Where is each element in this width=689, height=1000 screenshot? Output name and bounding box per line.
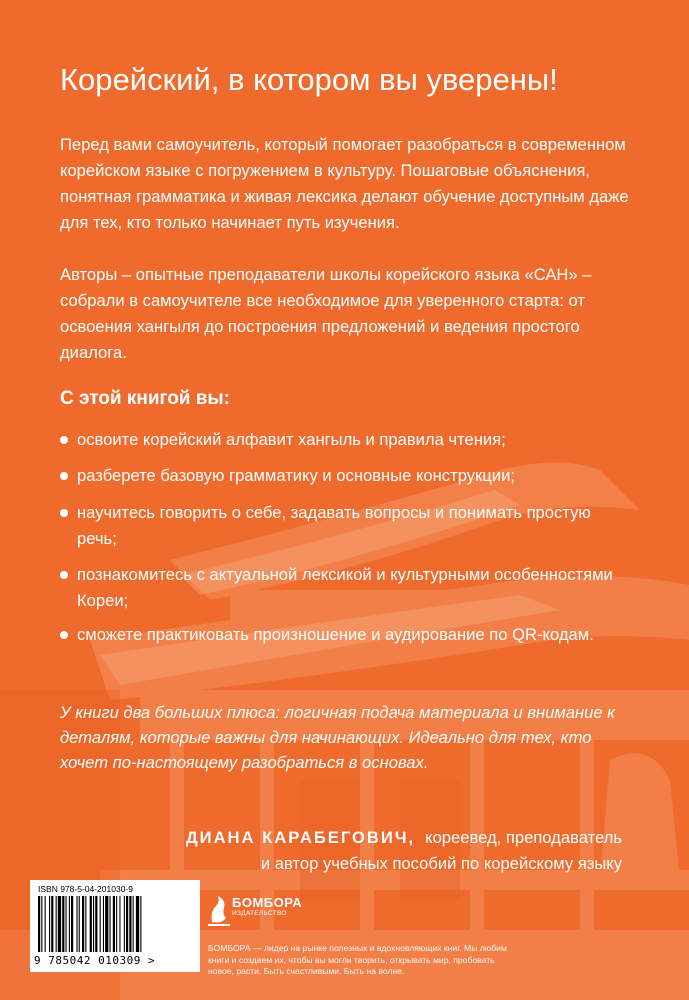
bullet-icon [60,631,68,639]
reviewer-line [186,826,622,850]
bullet-icon [60,509,68,517]
reviewer-role: кореевед, преподаватель [425,828,622,847]
intro-paragraph: Перед вами самоучитель, который помогает разобраться в современном корейском языке с погружением в культуру. Пошаговые объяснения, понятная грамматика и живая лексика делают обучение доступным даже для тех, кто только начинает путь изучения. [60,135,629,232]
bullet-icon [60,436,68,444]
list-heading: С этой книгой вы: [60,388,230,409]
isbn-number: ISBN 978-5-04-201030-9 [38,884,133,894]
list-item-text: сможете практиковать произношение и аудирование по QR-кодам. [77,625,594,644]
authors-paragraph: Авторы – опытные преподаватели школы корейского языка «САН» – собрали в самоучителе все необходимое для уверенного старта: от освоения хангыля до построения предложений и ведения простого диалога. [60,265,592,362]
publisher-logo [208,892,308,930]
list-item-text: разберете базовую грамматику и основные конструкции; [77,466,515,485]
reviewer-name: ДИАНА КАРАБЕГОВИЧ, [185,828,416,847]
list-item-text: познакомитесь с актуальной лексикой и культурными особенностями Кореи; [77,565,613,610]
list-item-text: освоите корейский алфавит хангыль и правила чтения; [77,430,506,449]
list-item-text: научитесь говорить о себе, задавать вопросы и понимать простую речь; [77,503,591,548]
barcode-bars [38,896,192,954]
bullet-icon [60,571,68,579]
reviewer-role-continued: и автор учебных пособий по корейскому языку [260,854,622,873]
bombora-wave-icon [208,892,230,926]
publisher-name: БОМБОРА [232,895,303,910]
isbn-barcode [30,880,200,972]
barcode-digits: 9 785042 010309 > [34,954,156,967]
bullet-icon [60,472,68,480]
review-quote: У книги два больших плюса: логичная подача материала и внимание к деталям, которые важны для начинающих. Идеально для тех, кто хочет по-настоящему разобраться в основах. [60,703,615,772]
publisher-subtitle: ИЗДАТЕЛЬСТВО [232,910,287,917]
publisher-blurb: БОМБОРА — лидер на рынке полезных и вдохновляющих книг. Мы любим книги и создаем их, чтобы вы могли творить, открывать мир, пробовать новое, расти. Быть счастливыми. Быть на волне. [208,943,507,976]
cover-title: Корейский, в котором вы уверены! [60,62,558,97]
